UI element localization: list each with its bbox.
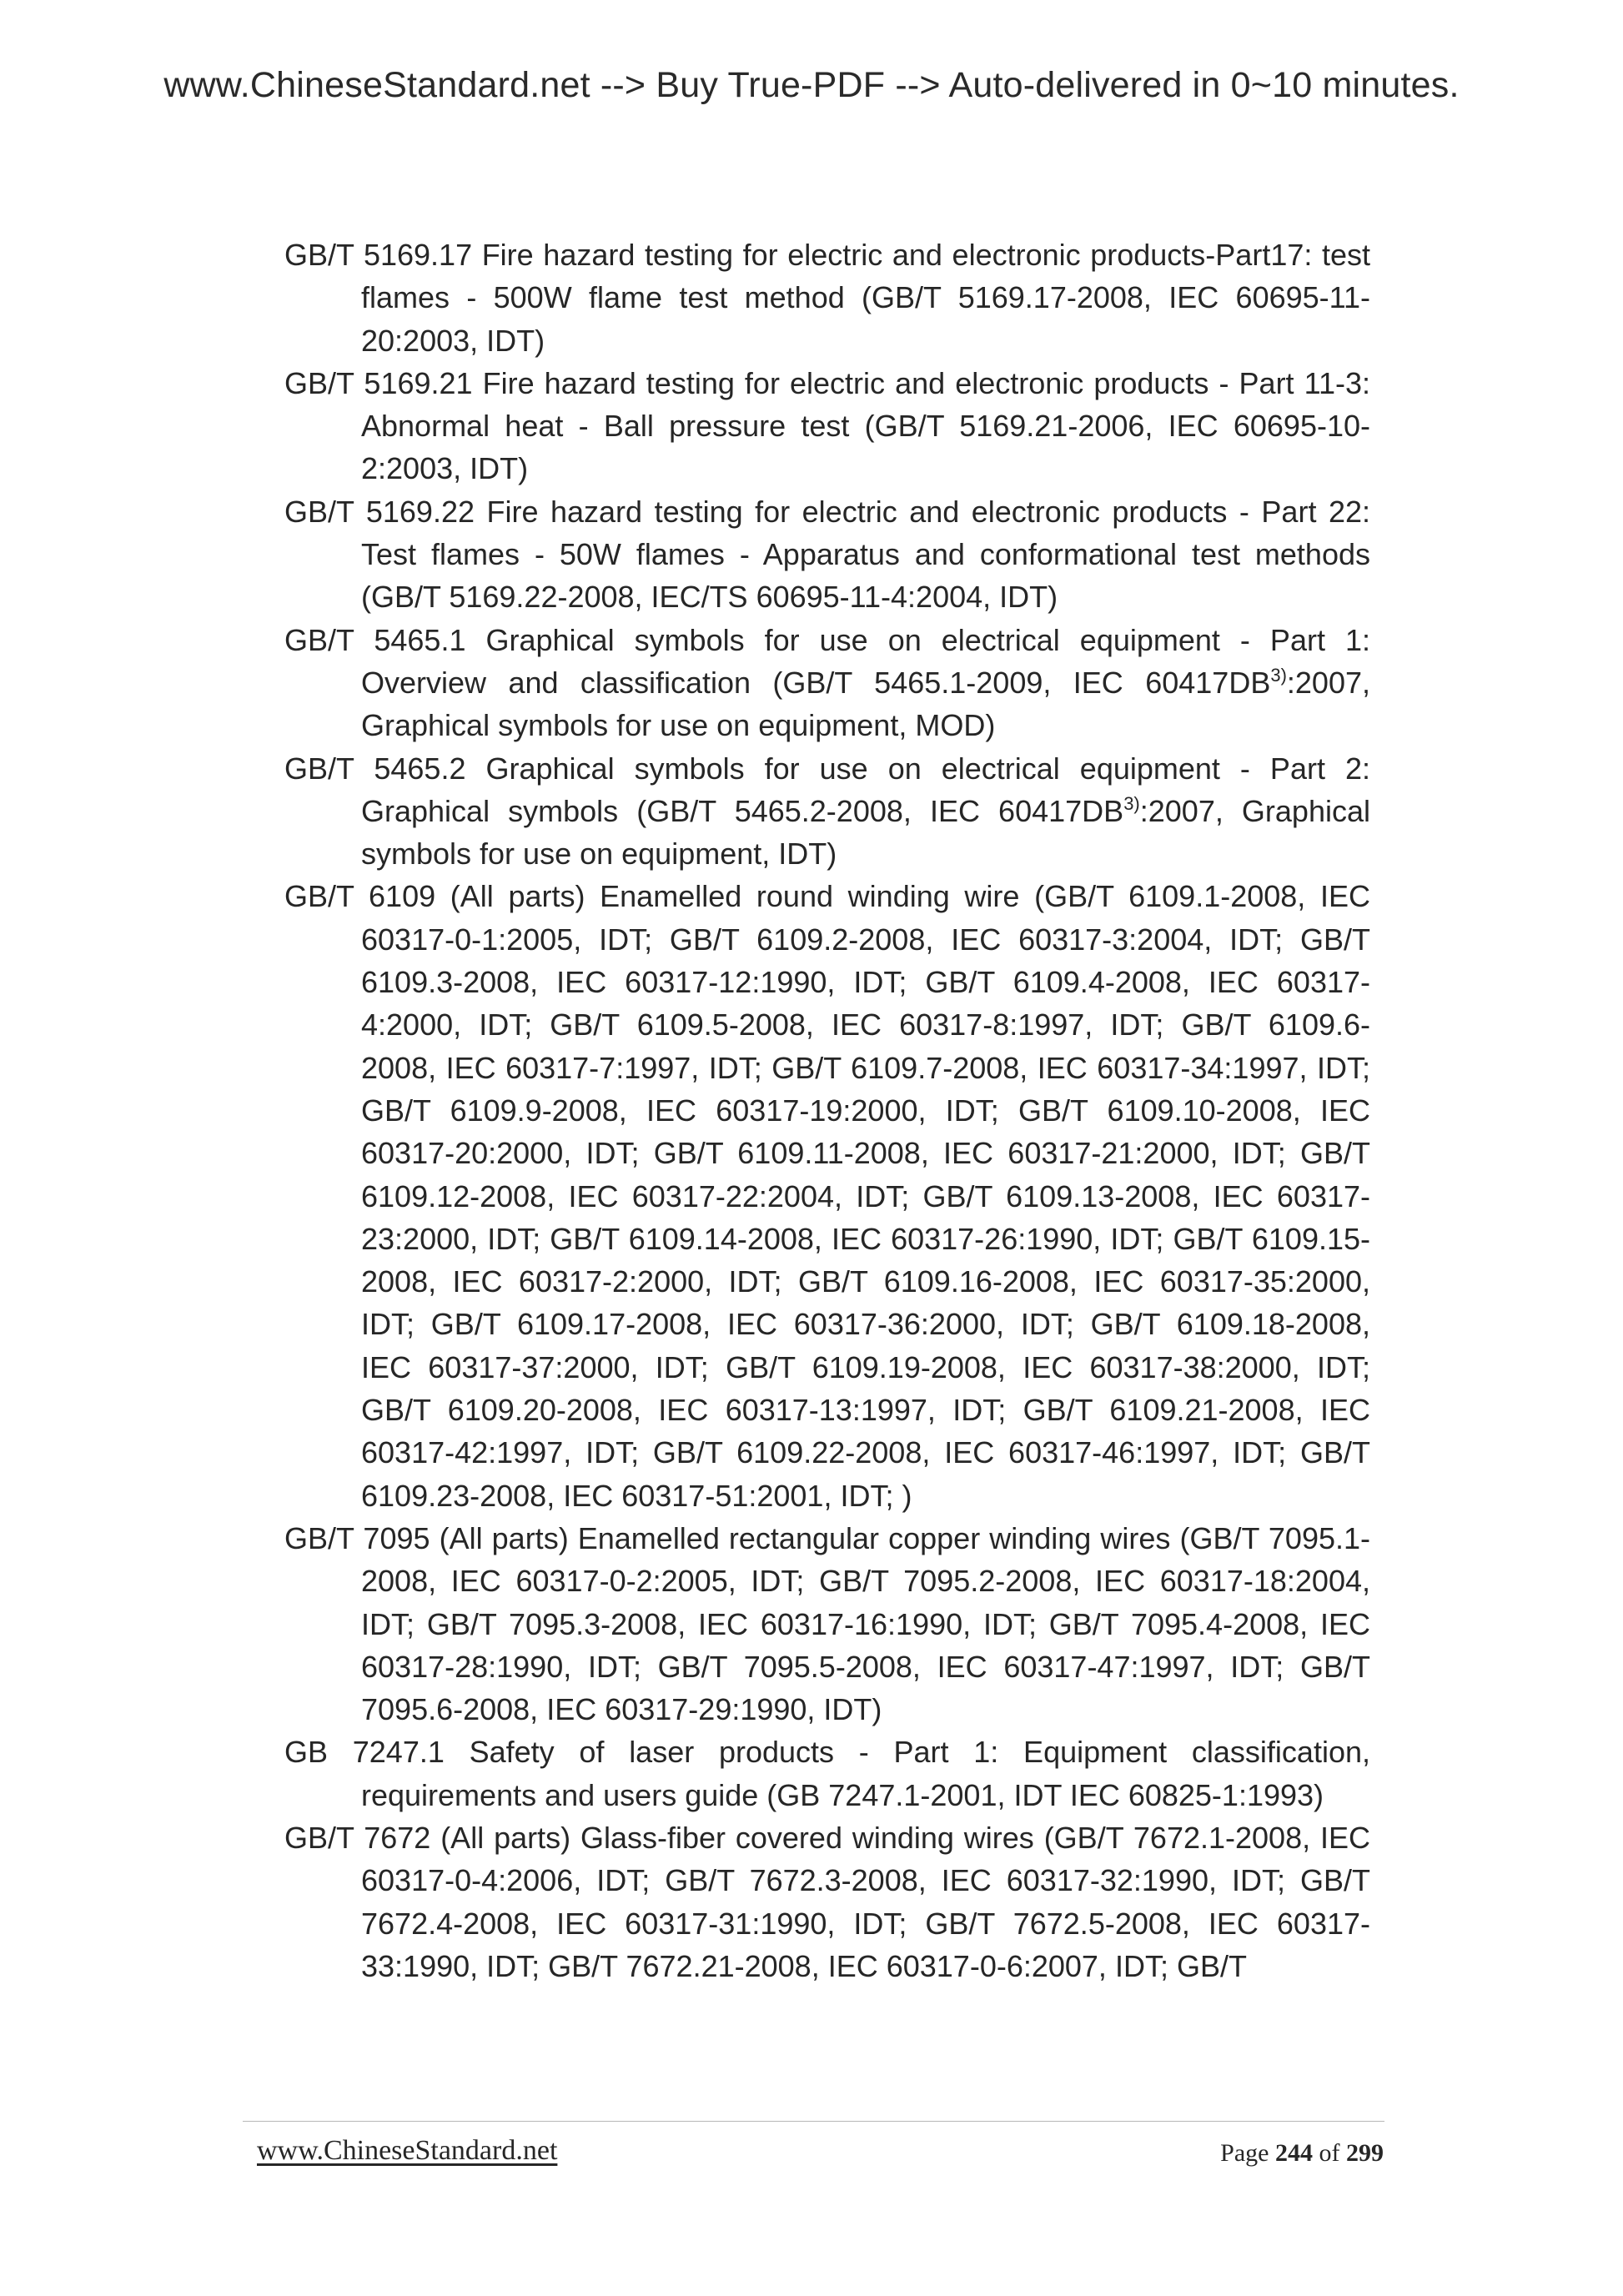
reference-entry: GB/T 5169.17 Fire hazard testing for electric and electronic products-Part17: test flames - 500W flame test method (GB/T 5169.17-2008, IEC 60695-11-20:2003, IDT) [284,238,1370,358]
reference-entry: GB/T 5169.21 Fire hazard testing for electric and electronic products - Part 11-3: Abnormal heat - Ball pressure test (GB/T 5169.21-2006, IEC 60695-10-2:2003, IDT) [284,365,1370,486]
reference-entry [284,747,1370,876]
reference-entry: GB/T 6109 (All parts) Enamelled round winding wire (GB/T 6109.1-2008, IEC 60317-0-1:2005, IDT; GB/T 6109.2-2008, IEC 60317-3:2004, IDT; GB/T 6109.3-2008, IEC 60317-12:1990, IDT; GB/T 6109.4-2008, IEC 60317-4:2000, IDT; GB/T 6109.5-2008, IEC 60317-8:1997, IDT; GB/T 6109.6-2008, IEC 60317-7:1997, IDT; GB/T 6109.7-2008, IEC 60317-34:1997, IDT; GB/T 6109.9-2008, IEC 60317-19:2000, IDT; GB/T 6109.10-2008, IEC 60317-20:2000, IDT; GB/T 6109.11-2008, IEC 60317-21:2000, IDT; GB/T 6109.12-2008, IEC 60317-22:2004, IDT; GB/T 6109.13-2008, IEC 60317-23:2000, IDT; GB/T 6109.14-2008, IEC 60317-26:1990, IDT; GB/T 6109.15-2008, IEC 60317-2:2000, IDT; GB/T 6109.16-2008, IEC 60317-35:2000, IDT; GB/T 6109.17-2008, IEC 60317-36:2000, IDT; GB/T 6109.18-2008, IEC 60317-37:2000, IDT; GB/T 6109.19-2008, IEC 60317-38:2000, IDT; GB/T 6109.20-2008, IEC 60317-13:1997, IDT; GB/T 6109.21-2008, IEC 60317-42:1997, IDT; GB/T 6109.22-2008, IEC 60317-46:1997, IDT; GB/T 6109.23-2008, IEC 60317-51:2001, IDT; ) [284,879,1370,1513]
entry-text: :2007, Graphical symbols for use on equipment, IDT) [361,793,1370,872]
footer-site-link[interactable]: www.ChineseStandard.net [257,2135,558,2166]
page-current: 244 [1275,2139,1313,2167]
footnote-ref: 3) [1270,664,1287,686]
reference-entry [284,619,1370,747]
page-number [1220,2139,1384,2168]
reference-entry: GB/T 7672 (All parts) Glass-fiber covered winding wires (GB/T 7672.1-2008, IEC 60317-0-4:2006, IDT; GB/T 7672.3-2008, IEC 60317-32:1990, IDT; GB/T 7672.4-2008, IEC 60317-31:1990, IDT; GB/T 7672.5-2008, IEC 60317-33:1990, IDT; GB/T 7672.21-2008, IEC 60317-0-6:2007, IDT; GB/T [284,1820,1370,1983]
reference-entry: GB/T 7095 (All parts) Enamelled rectangular copper winding wires (GB/T 7095.1-2008, IEC 60317-0-2:2005, IDT; GB/T 7095.2-2008, IEC 60317-18:2004, IDT; GB/T 7095.3-2008, IEC 60317-16:1990, IDT; GB/T 7095.4-2008, IEC 60317-28:1990, IDT; GB/T 7095.5-2008, IEC 60317-47:1997, IDT; GB/T 7095.6-2008, IEC 60317-29:1990, IDT) [284,1520,1370,1727]
references-list [284,234,1370,1987]
entry-text: :2007, Graphical symbols for use on equipment, MOD) [361,665,1370,743]
entry-text: GB/T 5465.1 Graphical symbols for use on electrical equipment - Part 1: Overview and classification (GB/T 5465.1-2009, IEC 60417DB [284,622,1370,700]
page-label: Page [1220,2139,1269,2167]
page-of: of [1319,2139,1340,2167]
footnote-ref: 3) [1123,792,1140,814]
reference-entry: GB 7247.1 Safety of laser products - Part 1: Equipment classification, requirements and users guide (GB 7247.1-2001, IDT IEC 60825-1:1993) [284,1735,1370,1812]
entry-text: GB/T 5465.2 Graphical symbols for use on electrical equipment - Part 2: Graphical symbols (GB/T 5465.2-2008, IEC 60417DB [284,751,1370,828]
reference-entry: GB/T 5169.22 Fire hazard testing for electric and electronic products - Part 22: Test flames - 50W flames - Apparatus and conformational test methods (GB/T 5169.22-2008, IEC/TS 60695-11-4:2004, IDT) [284,494,1370,615]
footer-divider [243,2121,1384,2122]
page-total: 299 [1346,2139,1384,2167]
header-banner: www.ChineseStandard.net --> Buy True-PDF --> Auto-delivered in 0~10 minutes. [163,65,1460,105]
